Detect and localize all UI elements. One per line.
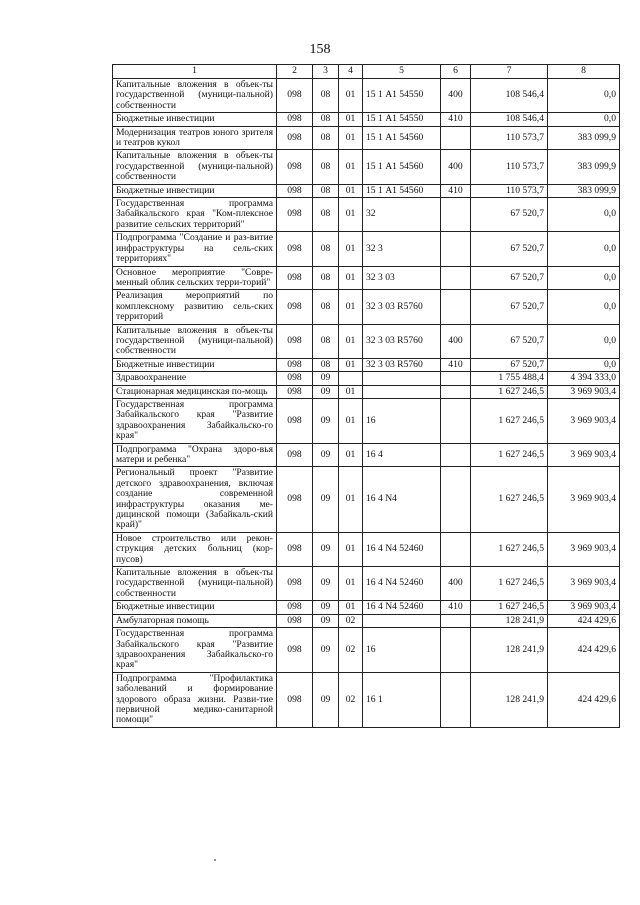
table-row xyxy=(113,532,620,566)
subsection-code-cell: 01 xyxy=(339,198,363,232)
table-row xyxy=(113,672,620,727)
expense-type-cell xyxy=(441,443,471,467)
amount-year2-cell: 4 394 333,0 xyxy=(548,372,620,385)
column-header: 2 xyxy=(277,65,313,79)
column-header: 7 xyxy=(471,65,548,79)
target-article-cell xyxy=(363,614,441,627)
expense-type-cell xyxy=(441,290,471,324)
amount-year1-cell: 108 546,4 xyxy=(471,113,548,126)
expense-type-cell: 400 xyxy=(441,567,471,601)
line-item-name: Здравоохранение xyxy=(113,372,277,385)
admin-code-cell: 098 xyxy=(277,150,313,184)
amount-year2-cell: 0,0 xyxy=(548,358,620,371)
amount-year1-cell: 67 520,7 xyxy=(471,198,548,232)
section-code-cell: 09 xyxy=(313,385,339,398)
amount-year2-cell: 424 429,6 xyxy=(548,672,620,727)
expense-type-cell xyxy=(441,372,471,385)
admin-code-cell: 098 xyxy=(277,290,313,324)
subsection-code-cell: 01 xyxy=(339,232,363,266)
amount-year1-cell: 128 241,9 xyxy=(471,628,548,673)
expense-type-cell xyxy=(441,614,471,627)
admin-code-cell: 098 xyxy=(277,467,313,532)
section-code-cell: 08 xyxy=(313,150,339,184)
amount-year1-cell: 1 627 246,5 xyxy=(471,398,548,443)
amount-year1-cell: 1 755 488,4 xyxy=(471,372,548,385)
amount-year1-cell: 110 573,7 xyxy=(471,126,548,150)
admin-code-cell: 098 xyxy=(277,113,313,126)
expense-type-cell xyxy=(441,467,471,532)
section-code-cell: 08 xyxy=(313,113,339,126)
admin-code-cell: 098 xyxy=(277,184,313,197)
subsection-code-cell: 01 xyxy=(339,532,363,566)
section-code-cell: 09 xyxy=(313,532,339,566)
subsection-code-cell: 01 xyxy=(339,79,363,113)
amount-year1-cell: 67 520,7 xyxy=(471,232,548,266)
target-article-cell xyxy=(363,372,441,385)
subsection-code-cell: 02 xyxy=(339,614,363,627)
admin-code-cell: 098 xyxy=(277,198,313,232)
column-header: 5 xyxy=(363,65,441,79)
column-header: 1 xyxy=(113,65,277,79)
table-row xyxy=(113,198,620,232)
admin-code-cell: 098 xyxy=(277,398,313,443)
line-item-name: Амбулаторная помощь xyxy=(113,614,277,627)
amount-year2-cell: 3 969 903,4 xyxy=(548,567,620,601)
table-row xyxy=(113,113,620,126)
table-row xyxy=(113,358,620,371)
table-row xyxy=(113,290,620,324)
amount-year2-cell: 424 429,6 xyxy=(548,628,620,673)
target-article-cell: 32 3 03 R5760 xyxy=(363,290,441,324)
subsection-code-cell: 01 xyxy=(339,443,363,467)
section-code-cell: 08 xyxy=(313,79,339,113)
amount-year2-cell: 383 099,9 xyxy=(548,184,620,197)
expense-type-cell xyxy=(441,266,471,290)
expense-type-cell: 410 xyxy=(441,601,471,614)
subsection-code-cell: 01 xyxy=(339,150,363,184)
section-code-cell: 08 xyxy=(313,232,339,266)
line-item-name: Подпрограмма "Охрана здоро-вья матери и ребенка" xyxy=(113,443,277,467)
subsection-code-cell: 01 xyxy=(339,290,363,324)
target-article-cell: 32 3 03 xyxy=(363,266,441,290)
amount-year1-cell: 1 627 246,5 xyxy=(471,601,548,614)
line-item-name: Основное мероприятие "Совре-менный облик сельских терри-торий" xyxy=(113,266,277,290)
target-article-cell: 32 3 xyxy=(363,232,441,266)
admin-code-cell: 098 xyxy=(277,443,313,467)
line-item-name: Реализация мероприятий по комплексному развитию сель-ских территорий xyxy=(113,290,277,324)
column-header: 6 xyxy=(441,65,471,79)
amount-year2-cell: 0,0 xyxy=(548,290,620,324)
amount-year1-cell: 67 520,7 xyxy=(471,290,548,324)
line-item-name: Новое строительство или рекон-струкция детских больниц (кор-пусов) xyxy=(113,532,277,566)
admin-code-cell: 098 xyxy=(277,532,313,566)
line-item-name: Региональный проект "Развитие детского здравоохранения, включая создание современной инфраструктуры оказания ме-дицинской помощи (Забайкаль-ский край)" xyxy=(113,467,277,532)
admin-code-cell: 098 xyxy=(277,601,313,614)
expense-type-cell: 410 xyxy=(441,184,471,197)
table-row xyxy=(113,126,620,150)
target-article-cell: 16 4 N4 52460 xyxy=(363,567,441,601)
amount-year2-cell: 3 969 903,4 xyxy=(548,385,620,398)
line-item-name: Капитальные вложения в объек-ты государственной (муници-пальной) собственности xyxy=(113,79,277,113)
table-row xyxy=(113,324,620,358)
amount-year2-cell: 3 969 903,4 xyxy=(548,467,620,532)
expense-type-cell: 410 xyxy=(441,358,471,371)
expense-type-cell xyxy=(441,385,471,398)
expense-type-cell: 400 xyxy=(441,79,471,113)
column-header: 3 xyxy=(313,65,339,79)
table-row xyxy=(113,398,620,443)
subsection-code-cell: 02 xyxy=(339,672,363,727)
table-row xyxy=(113,150,620,184)
table-body xyxy=(113,79,620,728)
amount-year2-cell: 383 099,9 xyxy=(548,150,620,184)
budget-table xyxy=(112,64,620,728)
expense-type-cell xyxy=(441,628,471,673)
amount-year1-cell: 1 627 246,5 xyxy=(471,467,548,532)
amount-year1-cell: 1 627 246,5 xyxy=(471,385,548,398)
table-row xyxy=(113,567,620,601)
section-code-cell: 08 xyxy=(313,126,339,150)
table-row xyxy=(113,232,620,266)
section-code-cell: 09 xyxy=(313,467,339,532)
line-item-name: Капитальные вложения в объек-ты государственной (муници-пальной) собственности xyxy=(113,567,277,601)
line-item-name: Подпрограмма "Профилактика заболеваний и формирование здорового образа жизни. Разви-тие первичной медико-санитарной помощи" xyxy=(113,672,277,727)
target-article-cell: 32 xyxy=(363,198,441,232)
subsection-code-cell: 01 xyxy=(339,126,363,150)
table-row xyxy=(113,266,620,290)
section-code-cell: 09 xyxy=(313,372,339,385)
expense-type-cell: 400 xyxy=(441,324,471,358)
target-article-cell: 16 4 N4 52460 xyxy=(363,601,441,614)
line-item-name: Бюджетные инвестиции xyxy=(113,113,277,126)
table-row xyxy=(113,184,620,197)
section-code-cell: 09 xyxy=(313,398,339,443)
target-article-cell: 16 4 xyxy=(363,443,441,467)
target-article-cell: 15 1 А1 54560 xyxy=(363,126,441,150)
amount-year2-cell: 3 969 903,4 xyxy=(548,601,620,614)
line-item-name: Бюджетные инвестиции xyxy=(113,601,277,614)
section-code-cell: 09 xyxy=(313,672,339,727)
amount-year2-cell: 3 969 903,4 xyxy=(548,443,620,467)
amount-year1-cell: 128 241,9 xyxy=(471,672,548,727)
amount-year2-cell: 0,0 xyxy=(548,324,620,358)
target-article-cell: 16 4 N4 52460 xyxy=(363,532,441,566)
amount-year2-cell: 0,0 xyxy=(548,113,620,126)
target-article-cell: 15 1 А1 54550 xyxy=(363,113,441,126)
section-code-cell: 08 xyxy=(313,324,339,358)
amount-year1-cell: 67 520,7 xyxy=(471,324,548,358)
amount-year1-cell: 128 241,9 xyxy=(471,614,548,627)
amount-year2-cell: 3 969 903,4 xyxy=(548,532,620,566)
table-row xyxy=(113,614,620,627)
admin-code-cell: 098 xyxy=(277,232,313,266)
section-code-cell: 08 xyxy=(313,184,339,197)
table-row xyxy=(113,372,620,385)
line-item-name: Государственная программа Забайкальского края "Развитие здравоохранения Забайкальско-го края" xyxy=(113,628,277,673)
amount-year2-cell: 0,0 xyxy=(548,232,620,266)
subsection-code-cell: 01 xyxy=(339,385,363,398)
section-code-cell: 08 xyxy=(313,198,339,232)
admin-code-cell: 098 xyxy=(277,358,313,371)
table-row xyxy=(113,467,620,532)
section-code-cell: 08 xyxy=(313,290,339,324)
target-article-cell: 32 3 03 R5760 xyxy=(363,324,441,358)
admin-code-cell: 098 xyxy=(277,126,313,150)
expense-type-cell xyxy=(441,198,471,232)
table-row xyxy=(113,601,620,614)
table-row xyxy=(113,628,620,673)
section-code-cell: 08 xyxy=(313,358,339,371)
subsection-code-cell: 01 xyxy=(339,266,363,290)
amount-year1-cell: 110 573,7 xyxy=(471,184,548,197)
expense-type-cell xyxy=(441,126,471,150)
subsection-code-cell xyxy=(339,372,363,385)
amount-year1-cell: 1 627 246,5 xyxy=(471,567,548,601)
subsection-code-cell: 01 xyxy=(339,567,363,601)
target-article-cell: 15 1 А1 54560 xyxy=(363,150,441,184)
target-article-cell xyxy=(363,385,441,398)
admin-code-cell: 098 xyxy=(277,567,313,601)
admin-code-cell: 098 xyxy=(277,79,313,113)
subsection-code-cell: 01 xyxy=(339,184,363,197)
table-row xyxy=(113,443,620,467)
target-article-cell: 16 xyxy=(363,628,441,673)
target-article-cell: 15 1 А1 54560 xyxy=(363,184,441,197)
amount-year1-cell: 1 627 246,5 xyxy=(471,443,548,467)
amount-year1-cell: 110 573,7 xyxy=(471,150,548,184)
amount-year1-cell: 1 627 246,5 xyxy=(471,532,548,566)
column-header: 8 xyxy=(548,65,620,79)
line-item-name: Модернизация театров юного зрителя и театров кукол xyxy=(113,126,277,150)
scan-speck xyxy=(214,859,216,861)
line-item-name: Капитальные вложения в объек-ты государственной (муници-пальной) собственности xyxy=(113,150,277,184)
subsection-code-cell: 01 xyxy=(339,467,363,532)
section-code-cell: 09 xyxy=(313,601,339,614)
expense-type-cell xyxy=(441,532,471,566)
section-code-cell: 09 xyxy=(313,628,339,673)
line-item-name: Бюджетные инвестиции xyxy=(113,184,277,197)
line-item-name: Стационарная медицинская по-мощь xyxy=(113,385,277,398)
subsection-code-cell: 01 xyxy=(339,358,363,371)
amount-year1-cell: 67 520,7 xyxy=(471,266,548,290)
subsection-code-cell: 01 xyxy=(339,324,363,358)
table-row xyxy=(113,385,620,398)
admin-code-cell: 098 xyxy=(277,628,313,673)
amount-year1-cell: 108 546,4 xyxy=(471,79,548,113)
line-item-name: Капитальные вложения в объек-ты государственной (муници-пальной) собственности xyxy=(113,324,277,358)
expense-type-cell xyxy=(441,398,471,443)
target-article-cell: 16 4 N4 xyxy=(363,467,441,532)
target-article-cell: 15 1 А1 54550 xyxy=(363,79,441,113)
amount-year2-cell: 424 429,6 xyxy=(548,614,620,627)
line-item-name: Государственная программа Забайкальского края "Ком-плексное развитие сельских территорий" xyxy=(113,198,277,232)
subsection-code-cell: 01 xyxy=(339,113,363,126)
admin-code-cell: 098 xyxy=(277,266,313,290)
line-item-name: Государственная программа Забайкальского края "Развитие здравоохранения Забайкальско-го края" xyxy=(113,398,277,443)
amount-year2-cell: 3 969 903,4 xyxy=(548,398,620,443)
table-row xyxy=(113,79,620,113)
section-code-cell: 09 xyxy=(313,614,339,627)
amount-year1-cell: 67 520,7 xyxy=(471,358,548,371)
amount-year2-cell: 0,0 xyxy=(548,266,620,290)
admin-code-cell: 098 xyxy=(277,385,313,398)
target-article-cell: 16 xyxy=(363,398,441,443)
admin-code-cell: 098 xyxy=(277,324,313,358)
amount-year2-cell: 383 099,9 xyxy=(548,126,620,150)
expense-type-cell: 410 xyxy=(441,113,471,126)
expense-type-cell xyxy=(441,672,471,727)
subsection-code-cell: 01 xyxy=(339,601,363,614)
line-item-name: Подпрограмма "Создание и раз-витие инфраструктуры на сель-ских территориях" xyxy=(113,232,277,266)
target-article-cell: 16 1 xyxy=(363,672,441,727)
table-header-row xyxy=(113,65,620,79)
section-code-cell: 08 xyxy=(313,266,339,290)
subsection-code-cell: 02 xyxy=(339,628,363,673)
line-item-name: Бюджетные инвестиции xyxy=(113,358,277,371)
admin-code-cell: 098 xyxy=(277,672,313,727)
amount-year2-cell: 0,0 xyxy=(548,198,620,232)
subsection-code-cell: 01 xyxy=(339,398,363,443)
admin-code-cell: 098 xyxy=(277,372,313,385)
expense-type-cell xyxy=(441,232,471,266)
target-article-cell: 32 3 03 R5760 xyxy=(363,358,441,371)
page-number: 158 xyxy=(309,42,331,57)
admin-code-cell: 098 xyxy=(277,614,313,627)
expense-type-cell: 400 xyxy=(441,150,471,184)
column-header: 4 xyxy=(339,65,363,79)
amount-year2-cell: 0,0 xyxy=(548,79,620,113)
section-code-cell: 09 xyxy=(313,567,339,601)
section-code-cell: 09 xyxy=(313,443,339,467)
